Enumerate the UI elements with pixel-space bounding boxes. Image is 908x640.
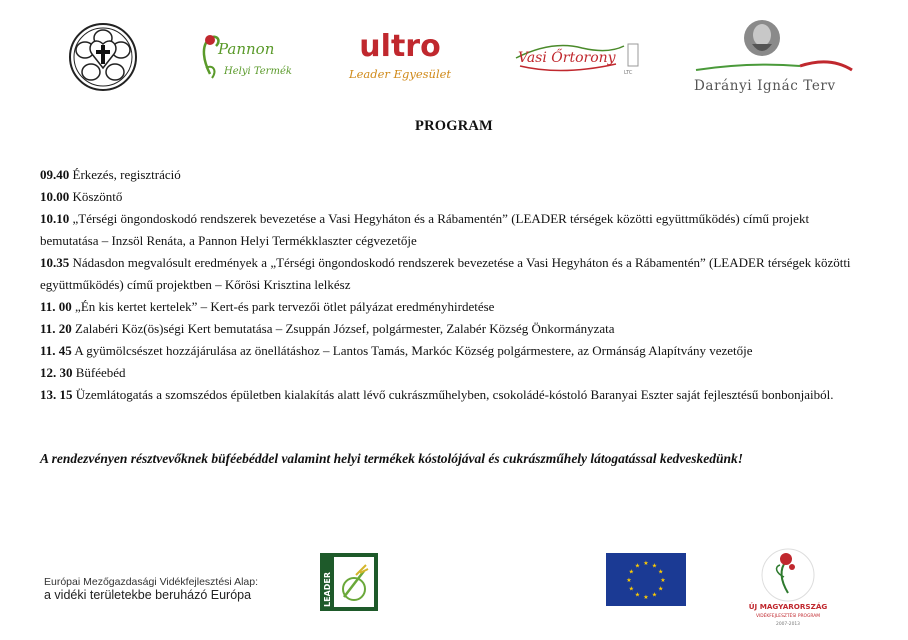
pannon-logo-subtext: Helyi Termék [224, 66, 292, 77]
program-item [40, 164, 870, 186]
program-text: „Én kis kertet kertelek” – Kert-és park tervezői ötlet pályázat eredményhirdetése [71, 299, 495, 314]
ultro-leader-logo [348, 26, 452, 88]
program-text: A gyümölcsészet hozzájárulása az önellátáshoz – Lantos Tamás, Markóc Község polgármestere, az Ormánság Alapítvány vezetője [71, 343, 753, 358]
program-text: Büféebéd [72, 365, 126, 380]
program-time: 10.35 [40, 255, 70, 270]
program-text: „Térségi öngondoskodó rendszerek bevezetése a Vasi Hegyháton és a Rábamentén” (LEADER térségek közötti együttműködés) című projekt bemutatása – Inzsöl Renáta, a Pannon Helyi Termékklaszter cégvezetője [40, 211, 810, 248]
uj-magyarorszag-logo [748, 545, 828, 627]
vasi-logo-text: Vasi Őrtorony [518, 50, 616, 66]
uj-magyarorszag-years: 2007-2013 [776, 622, 800, 627]
program-list [40, 164, 870, 406]
program-item [40, 186, 870, 208]
eafrd-caption [44, 576, 284, 602]
uj-magyarorszag-text: ÚJ MAGYARORSZÁG [748, 602, 828, 611]
leader-logo [320, 553, 378, 611]
program-text: Érkezés, regisztráció [69, 167, 181, 182]
program-time: 13. 15 [40, 387, 73, 402]
svg-text:★: ★ [634, 591, 641, 599]
program-time: 12. 30 [40, 365, 73, 380]
program-item [40, 362, 870, 384]
svg-text:★: ★ [658, 585, 664, 593]
eafrd-caption-line1: Európai Mezőgazdasági Vidékfejlesztési Alap: [44, 576, 259, 588]
svg-text:★: ★ [660, 577, 666, 584]
program-text: Zalabéri Köz(ös)ségi Kert bemutatása – Zsuppán József, polgármester, Zalabér Község Önkormányzata [71, 321, 615, 336]
vasi-logo-suffix: LTC [624, 70, 633, 76]
program-time: 11. 45 [40, 343, 72, 358]
svg-text:★: ★ [651, 562, 658, 570]
leader-logo-text: LEADER [323, 571, 332, 607]
program-item [40, 296, 870, 318]
uj-magyarorszag-subtext: VIDÉKFEJLESZTÉSI PROGRAM [755, 614, 821, 619]
luther-rose-logo [68, 22, 138, 92]
program-text: Köszöntő [69, 189, 123, 204]
eu-flag-icon [606, 553, 686, 606]
program-item [40, 318, 870, 340]
program-time: 09.40 [40, 167, 70, 182]
daranyi-ignac-terv-logo [690, 18, 860, 98]
program-item [40, 208, 870, 252]
program-time: 11. 20 [40, 321, 72, 336]
svg-text:★: ★ [643, 594, 649, 601]
svg-text:★: ★ [651, 591, 658, 599]
svg-text:★: ★ [658, 568, 664, 576]
vasi-ortorony-logo [512, 36, 642, 76]
daranyi-logo-text: Darányi Ignác Terv [694, 78, 836, 94]
program-item [40, 340, 870, 362]
svg-text:★: ★ [628, 568, 634, 576]
program-time: 10.00 [40, 189, 70, 204]
program-text: Üzemlátogatás a szomszédos épületben kialakítás alatt lévő cukrászműhelyben, csokoládé-kóstoló Baranyai Eszter saját fejlesztésű bonbonjaiból. [72, 387, 834, 402]
program-time: 11. 00 [40, 299, 72, 314]
program-title: PROGRAM [415, 118, 493, 134]
svg-text:★: ★ [628, 585, 634, 593]
ultro-logo-subtext: Leader Egyesület [348, 67, 452, 81]
program-text: Nádasdon megvalósult eredmények a „Térségi öngondoskodó rendszerek bevezetése a Vasi Hegyháton és a Rábamentén” (LEADER térségek közötti együttműködés) című projektben – Kőrösi Krisztina lelkész [40, 255, 851, 292]
program-time: 10.10 [40, 211, 70, 226]
eafrd-caption-line2: a vidéki területekbe beruházó Európa [44, 588, 252, 602]
ultro-logo-text: ultro [359, 29, 441, 64]
closing-note: A rendezvényen résztvevőknek büféebéddel valamint helyi termékek kóstolójával és cukrászműhely látogatással kedveskedünk! [40, 451, 744, 466]
program-item [40, 384, 870, 406]
svg-text:★: ★ [626, 577, 632, 584]
pannon-helyi-termek-logo [196, 28, 296, 88]
pannon-logo-text: Pannon [218, 40, 275, 58]
svg-text:★: ★ [634, 562, 641, 570]
svg-text:★: ★ [643, 560, 649, 567]
program-item [40, 252, 870, 296]
